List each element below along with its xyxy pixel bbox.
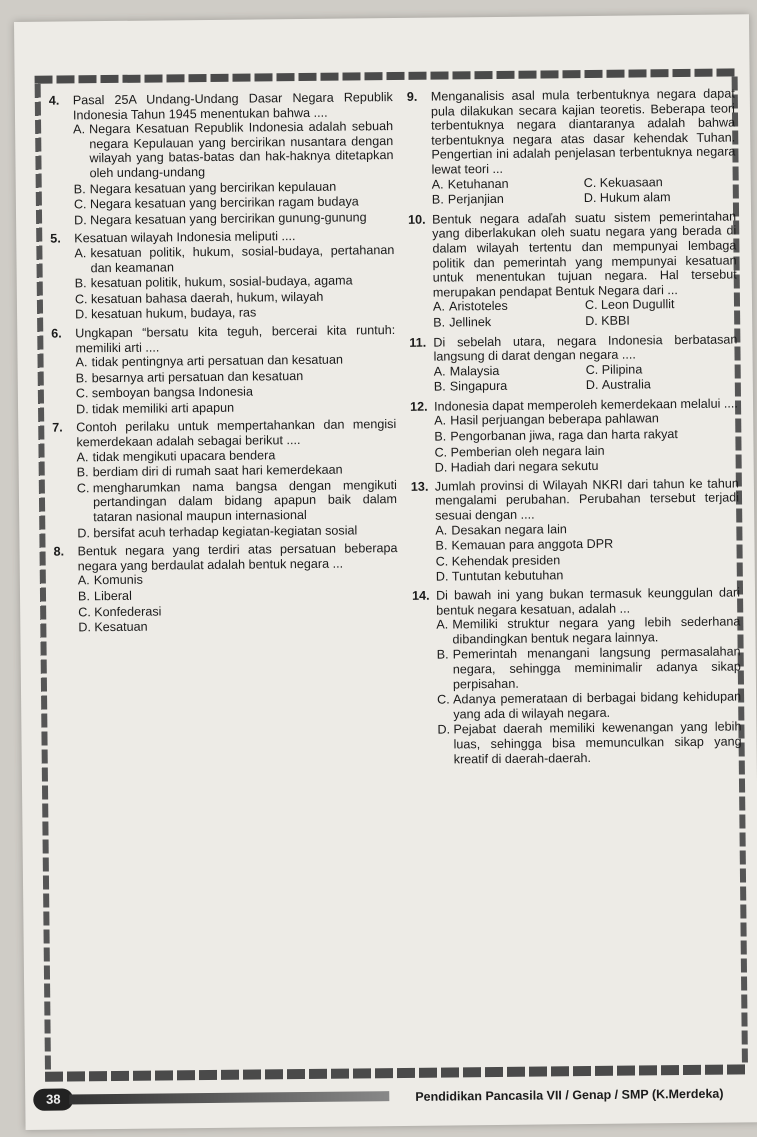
footer-bar: [69, 1091, 389, 1104]
answer-option[interactable]: [586, 377, 738, 393]
option-text: mengharumkan nama bangsa dengan mengikuti pertandingan dalam bidang apapun baik dalam tataran nasional maupun internasional: [92, 477, 398, 525]
answer-option[interactable]: [436, 615, 740, 647]
left-column: [49, 90, 399, 639]
option-text: Pilipina: [601, 362, 643, 377]
option-letter: C.: [78, 604, 91, 619]
option-text: Aristoteles: [448, 299, 508, 314]
decorative-border-left: [35, 84, 51, 1072]
option-letter: C.: [584, 298, 598, 313]
answer-option[interactable]: [586, 361, 738, 377]
question-number: 8.: [53, 544, 65, 559]
option-letter: C.: [74, 291, 88, 307]
answer-option[interactable]: [74, 243, 394, 276]
question-item: [53, 541, 398, 635]
option-letter: D.: [437, 722, 451, 737]
answer-option[interactable]: [433, 298, 585, 314]
answer-options-grid: [433, 297, 737, 331]
question-item: [49, 90, 394, 228]
answer-option[interactable]: [76, 399, 396, 417]
option-text: Perjanjian: [447, 192, 504, 207]
right-column: [407, 86, 742, 771]
option-letter: A.: [74, 246, 87, 261]
answer-option[interactable]: [585, 312, 737, 328]
question-text: Bentuk negara yang terdiri atas persatuan beberapa negara yang berdaulat adalah bentuk negara ...: [77, 541, 398, 574]
option-text: Malaysia: [449, 363, 500, 379]
option-text: Negara kesatuan yang bercirikan kepulauan: [89, 179, 337, 196]
option-text: Negara kesatuan yang bercirikan ragam budaya: [89, 194, 359, 212]
answer-option[interactable]: [585, 297, 737, 313]
option-text: semboyan bangsa Indonesia: [91, 384, 254, 401]
answer-option[interactable]: [434, 363, 586, 379]
option-letter: A.: [73, 122, 86, 137]
option-letter: B.: [435, 538, 448, 553]
answer-options: [73, 119, 394, 228]
worksheet-page: [14, 14, 757, 1130]
option-text: bersifat acuh terhadap kegiatan-kegiatan sosial: [93, 523, 358, 540]
option-letter: B.: [77, 589, 90, 604]
option-letter: D.: [74, 307, 88, 322]
option-letter: A.: [435, 523, 448, 538]
question-number: 12.: [409, 399, 428, 414]
question-line: [52, 417, 396, 450]
option-letter: A.: [76, 449, 89, 465]
question-number: 10.: [408, 212, 426, 227]
option-letter: D.: [75, 402, 89, 417]
answer-option[interactable]: [434, 378, 586, 394]
option-letter: D.: [77, 525, 91, 540]
option-letter: A.: [434, 413, 447, 429]
question-line: [51, 323, 395, 356]
question-item: [410, 396, 739, 475]
option-text: Kekuasaan: [599, 174, 663, 190]
question-item: [409, 332, 738, 396]
answer-options: [78, 570, 399, 635]
option-text: tidak pentingnya arti persatuan dan kesatuan: [91, 352, 343, 370]
question-item: [412, 585, 742, 767]
question-item: [407, 86, 736, 208]
option-text: tidak mengikuti upacara bendera: [92, 447, 276, 464]
option-text: tidak memiliki arti apapun: [91, 400, 235, 417]
question-text: Indonesia dapat memperoleh kemerdekaan melalui ....: [433, 396, 738, 414]
answer-option[interactable]: [77, 523, 397, 541]
option-text: Pemberian oleh negara lain: [450, 443, 605, 460]
question-item: [50, 228, 395, 322]
option-letter: C.: [76, 481, 90, 496]
answer-option[interactable]: [437, 720, 741, 767]
question-number: 9.: [406, 89, 418, 104]
option-letter: B.: [433, 315, 446, 330]
option-text: kesatuan politik, hukum, sosial-budaya, agama: [90, 273, 353, 291]
option-letter: A.: [75, 355, 88, 370]
option-text: Kehendak presiden: [451, 553, 561, 569]
option-letter: A.: [436, 617, 449, 632]
answer-option[interactable]: [74, 210, 394, 228]
option-letter: D.: [585, 313, 598, 328]
option-text: kesatuan politik, hukum, sosial-budaya, pertahanan dan keamanan: [90, 242, 395, 275]
option-text: Tuntutan kebutuhan: [451, 568, 564, 584]
answer-options: [434, 411, 739, 476]
option-text: Adanya pemerataan di berbagai bidang kehidupan yang ada di wilayah negara.: [453, 689, 742, 722]
question-line: [53, 541, 397, 574]
answer-options: [436, 615, 742, 767]
answer-options-grid: [434, 361, 738, 395]
question-line: [407, 86, 736, 177]
answer-option[interactable]: [433, 314, 585, 330]
option-text: Hadiah dari negara sekutu: [450, 459, 599, 475]
option-text: Pengorbanan jiwa, raga dan harta rakyat: [450, 427, 678, 444]
option-text: Desakan negara lain: [451, 521, 567, 538]
option-letter: D.: [585, 378, 599, 393]
question-item: [411, 476, 740, 585]
question-number: 11.: [409, 335, 427, 350]
answer-option[interactable]: [73, 119, 394, 181]
option-text: Pejabat daerah memiliki kewenangan yang lebih luas, sehingga bisa memunculkan sikap yang kreatif di daerah-daerah.: [453, 719, 742, 766]
answer-option[interactable]: [437, 690, 741, 722]
question-number: 14.: [411, 588, 430, 603]
question-line: [49, 90, 393, 123]
question-item: [52, 417, 397, 540]
option-letter: C.: [75, 386, 89, 401]
option-text: Singapura: [449, 379, 508, 394]
question-item: [408, 209, 737, 331]
answer-option[interactable]: [77, 478, 397, 525]
option-letter: D.: [74, 213, 87, 228]
question-line: [411, 476, 739, 523]
option-letter: A.: [433, 364, 446, 379]
option-letter: C.: [434, 445, 448, 460]
option-letter: B.: [75, 370, 88, 386]
question-text: Kesatuan wilayah Indonesia meliputi ....: [74, 229, 296, 246]
option-letter: C.: [437, 692, 450, 707]
option-letter: B.: [431, 192, 444, 207]
answer-option[interactable]: [75, 304, 395, 322]
answer-options: [74, 243, 395, 322]
question-number: 6.: [51, 326, 62, 341]
question-text: Ungkapan “bersatu kita teguh, bercerai kita runtuh: memiliki arti ....: [75, 322, 396, 355]
option-text: Jellinek: [449, 314, 492, 330]
question-text: Contoh perilaku untuk mempertahankan dan mengisi kemerdekaan adalah sebagai berikut ....: [76, 417, 397, 450]
option-letter: D.: [435, 569, 449, 585]
question-number: 5.: [50, 231, 61, 246]
answer-option[interactable]: [437, 645, 741, 692]
answer-option[interactable]: [78, 617, 398, 635]
question-text: Menganalisis asal mula terbentuknya negara dapat pula dilakukan secara kajian teoretis. Beberapa teori terbentuknya negara diantaranya adalah bahwa terbentuknya negara atas dasar kehendak Tuhan. Pengertian ini adalah penjelasan terbentuknya negara lewat teori ...: [430, 86, 736, 177]
option-letter: C.: [583, 175, 597, 190]
option-letter: D.: [583, 191, 597, 206]
option-letter: B.: [436, 647, 449, 662]
option-text: Ketuhanan: [447, 176, 509, 192]
answer-option[interactable]: [584, 174, 736, 190]
option-letter: B.: [433, 379, 446, 394]
option-letter: D.: [78, 620, 92, 635]
question-number: 7.: [52, 420, 63, 436]
option-letter: B.: [76, 465, 89, 480]
option-letter: A.: [432, 299, 445, 314]
option-text: kesatuan bahasa daerah, hukum, wilayah: [90, 289, 324, 306]
option-text: berdiam diri di rumah saat hari kemerdekaan: [92, 462, 343, 480]
option-text: Australia: [601, 377, 651, 393]
option-text: Negara Kesatuan Republik Indonesia adalah sebuah negara Kepulauan yang bercirikan nusantara dengan wilayah yang batas-batas dan hak-haknya ditetapkan oleh undang-undang: [89, 119, 394, 181]
answer-option[interactable]: [432, 176, 584, 192]
option-text: KBBI: [601, 313, 630, 328]
option-letter: C.: [435, 554, 449, 569]
option-text: kesatuan hukum, budaya, ras: [90, 305, 257, 322]
question-text: Jumlah provinsi di Wilayah NKRI dari tahun ke tahun mengalami perubahan. Perubahan tersebut terjadi sesuai dengan ....: [434, 476, 740, 523]
option-letter: A.: [77, 573, 90, 588]
answer-options: [435, 520, 740, 585]
option-letter: B.: [74, 276, 87, 291]
answer-option[interactable]: [436, 567, 740, 585]
footer-title: Pendidikan Pancasila VII / Genap / SMP (K.Merdeka): [415, 1086, 724, 1104]
question-text: Di sebelah utara, negara Indonesia berbatasan langsung di darat dengan negara ....: [433, 331, 738, 364]
answer-options: [75, 352, 396, 417]
decorative-border-bottom: [45, 1064, 748, 1081]
option-text: Negara kesatuan yang bercirikan gunung-gunung: [90, 210, 367, 227]
option-letter: D.: [434, 460, 448, 475]
option-letter: C.: [585, 362, 599, 377]
option-text: besarnya arti persatuan dan kesatuan: [91, 368, 304, 385]
question-text: Di bawah ini yang bukan termasuk keunggulan dari bentuk negara kesatuan, adalah ...: [435, 585, 741, 618]
option-text: Pemerintah menangani langsung permasalahan negara, sehingga meminimalir adanya sikap perpisahan.: [452, 644, 741, 692]
option-letter: C.: [73, 197, 87, 212]
answer-option[interactable]: [435, 458, 739, 476]
option-text: Kemauan para anggota DPR: [451, 536, 614, 553]
answer-option[interactable]: [432, 191, 584, 207]
option-letter: A.: [431, 177, 444, 192]
question-number: 4.: [48, 93, 60, 108]
option-text: Leon Dugullit: [600, 297, 675, 313]
option-text: Komunis: [93, 573, 143, 588]
option-text: Kesatuan: [94, 619, 148, 635]
decorative-border-top: [35, 68, 738, 83]
option-text: Liberal: [93, 588, 132, 604]
answer-option[interactable]: [584, 190, 736, 206]
question-item: [51, 323, 396, 417]
page-number: 38: [33, 1088, 73, 1110]
option-letter: B.: [73, 181, 86, 196]
option-text: Memiliki struktur negara yang lebih sederhana dibandingkan bentuk negara lainnya.: [452, 614, 741, 647]
question-text: Pasal 25A Undang-Undang Dasar Negara Republik Indonesia Tahun 1945 menentukan bahwa ....: [72, 90, 393, 122]
option-text: Konfederasi: [94, 604, 162, 619]
answer-options-grid: [432, 174, 736, 208]
question-number: 13.: [410, 479, 429, 494]
option-letter: B.: [434, 429, 447, 444]
question-line: [412, 585, 740, 618]
question-line: [408, 209, 737, 300]
option-text: Hasil perjuangan beberapa pahlawan: [450, 411, 659, 428]
question-line: [409, 332, 737, 365]
question-text: Bentuk negara adaľah suatu sistem pemerintahan yang diberlakukan oleh suatu negara yang berada di dalam wilayah tertentu dan mempunyai lembaga politik dan pemerintah yang mempunyai kesatuan untuk menentukan tujuan negara. Hal tersebut merupakan pendapat Bentuk Negara dari ...: [432, 209, 737, 300]
answer-options: [76, 447, 397, 541]
option-text: Hukum alam: [599, 190, 671, 206]
